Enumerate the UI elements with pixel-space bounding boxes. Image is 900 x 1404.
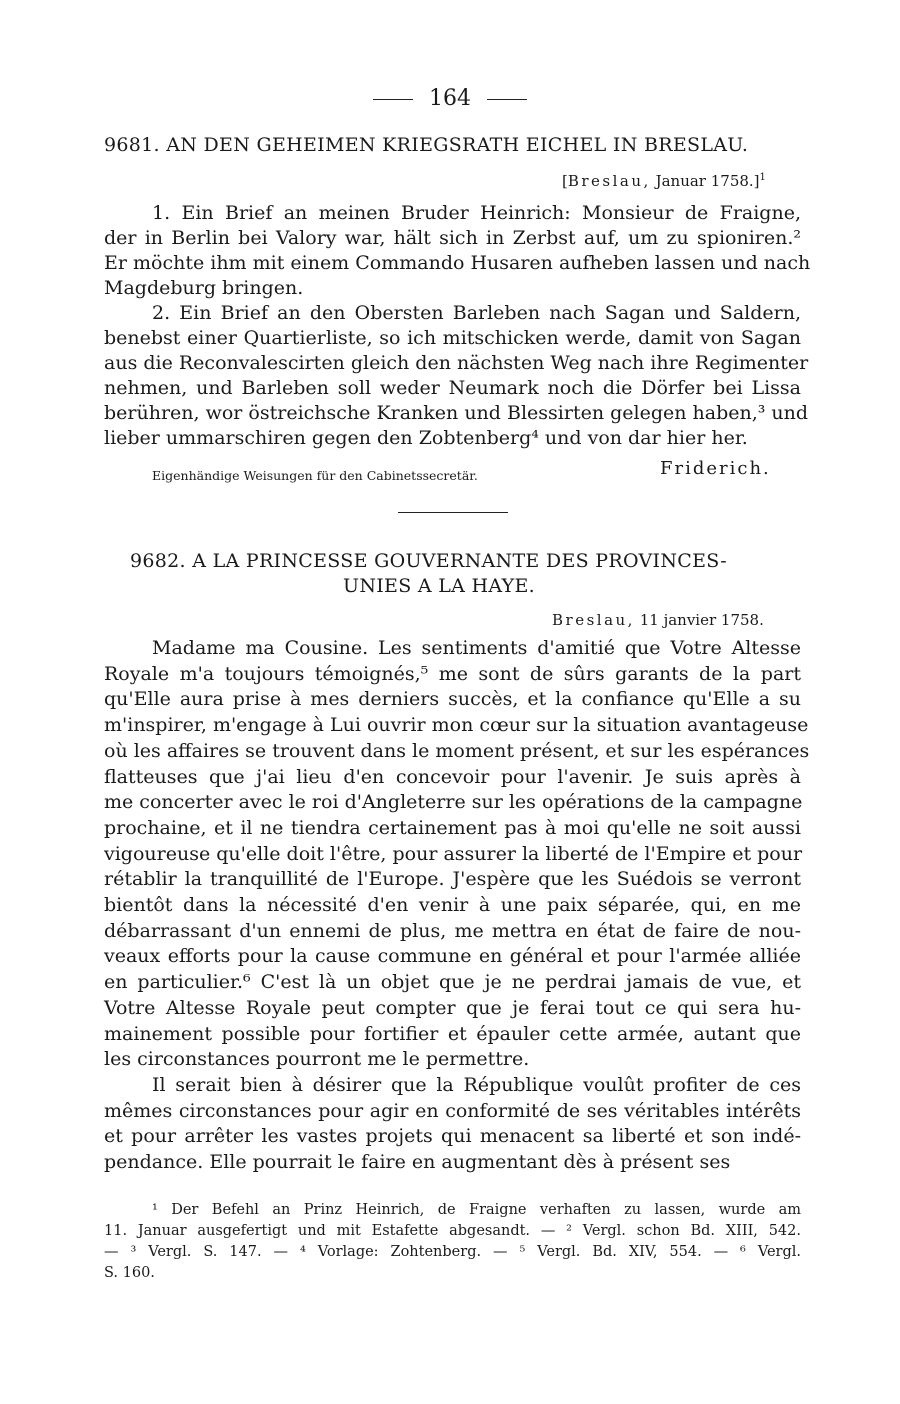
footnote-line: — ³ Vergl. S. 147. — ⁴ Vorlage: Zohtenberg. — ⁵ Vergl. Bd. XIV, 554. — ⁶ Vergl. [104,1244,801,1260]
body-text-line: rétablir la tranquillité de l'Europe. J'espère que les Suédois se verront [104,868,801,891]
letter-9681-date-footnote-ref: 1 [759,172,766,183]
letter-9682-heading-line-2: UNIES A LA HAYE. [343,575,535,597]
body-text-line: pendance. Elle pourrait le faire en augmentant dès à présent ses [104,1151,731,1173]
body-text-line: prochaine, et il ne tiendra certainement pas à moi qu'elle ne soit aussi [104,816,801,839]
letter-9682-heading-line-1: 9682. A LA PRINCESSE GOUVERNANTE DES PROVINCES- [130,550,728,572]
letter-9681-date [562,172,766,190]
letter-9682-date-value: 11 janvier 1758. [639,611,764,629]
body-text-line: débarrassant d'un ennemi de plus, me mettra en état de faire de nou- [104,919,801,942]
body-text-line: lieber ummarschiren gegen den Zobtenberg⁴ und von dar hier her. [104,427,748,449]
page-number-line [0,86,900,111]
letter-9681-date-bracket: [ [562,172,568,190]
letter-9681-note: Eigenhändige Weisungen für den Cabinetssecretär. [152,468,478,483]
letter-9681-date-place: Breslau, [567,172,651,190]
section-divider [398,512,508,513]
page-number-dash-right [487,99,527,100]
body-text-line: veaux efforts pour la cause commune en général et pour l'armée alliée [104,945,801,968]
body-text-line: der in Berlin bei Valory war, hält sich in Zerbst auf, um zu spioniren.² [104,227,801,249]
body-text-line: où les affaires se trouvent dans le moment présent, et sur les espérances [104,739,810,762]
body-text-line: qu'Elle aura prise à mes derniers succès, et la confiance qu'Elle a su [104,688,801,711]
body-text-line: Madame ma Cousine. Les sentiments d'amitié que Votre Altesse [152,637,801,659]
body-text-line: nehmen, und Barleben soll weder Neumark noch die Dörfer bei Lissa [104,377,801,399]
body-text-line: les circonstances pourront me le permettre. [104,1048,530,1071]
body-text-line: vigoureuse qu'elle doit l'être, pour assurer la liberté de l'Empire et pour [104,842,803,865]
body-text-line: Il serait bien à désirer que la République voulût profiter de ces [152,1073,801,1096]
footnote-line: ¹ Der Befehl an Prinz Heinrich, de Fraigne verhaften zu lassen, wurde am [152,1202,801,1218]
body-text-line: 2. Ein Brief an den Obersten Barleben nach Sagan und Saldern, [152,302,801,324]
body-text-line: Votre Altesse Royale peut compter que je ferai tout ce qui sera hu- [104,996,801,1019]
body-text-line: bientôt dans la nécessité d'en venir à une paix séparée, qui, en me [104,894,801,916]
footnote-line: 11. Januar ausgefertigt und mit Estafette abgesandt. — ² Vergl. schon Bd. XIII, 542. [104,1223,801,1239]
body-text-line: flatteuses que j'ai lieu d'en concevoir pour l'avenir. Je suis après à [104,765,801,788]
letter-9681-date-value: Januar 1758.] [655,172,760,190]
page-number-dash-left [373,99,413,100]
body-text-line: Royale m'a toujours témoignés,⁵ me sont de sûrs garants de la part [104,662,801,685]
body-text-line: mainement possible pour fortifier et épauler cette armée, autant que [104,1022,801,1045]
body-text-line: Er möchte ihm mit einem Commando Husaren aufheben lassen und nach [104,252,811,274]
footnote-line: S. 160. [104,1265,155,1281]
body-text-line: en particulier.⁶ C'est là un objet que je ne perdrai jamais de vue, et [104,971,801,994]
page-number: 164 [429,86,471,111]
letter-9681-signature: Friderich. [660,458,771,479]
body-text-line: mêmes circonstances pour agir en conformité de ses véritables intérêts [104,1099,801,1122]
body-text-line: 1. Ein Brief an meinen Bruder Heinrich: Monsieur de Fraigne, [152,202,801,224]
body-text-line: benebst einer Quartierliste, so ich mitschicken werde, damit von Sagan [104,327,801,349]
body-text-line: berühren, wor östreichsche Kranken und Blessirten gelegen haben,³ und [104,402,809,424]
body-text-line: me concerter avec le roi d'Angleterre sur les opérations de la campagne [104,791,803,814]
letter-9682-date [552,611,764,629]
body-text-line: m'inspirer, m'engage à Lui ouvrir mon cœur sur la situation avantageuse [104,714,809,737]
body-text-line: Magdeburg bringen. [104,277,304,299]
letter-9682-date-place: Breslau, [552,611,635,629]
body-text-line: aus die Reconvalescirten gleich den nächsten Weg nach ihre Regimenter [104,352,809,374]
letter-9681-heading: 9681. AN DEN GEHEIMEN KRIEGSRATH EICHEL IN BRESLAU. [104,134,749,156]
body-text-line: et pour arrêter les vastes projets qui menacent sa liberté et son indé- [104,1125,801,1148]
